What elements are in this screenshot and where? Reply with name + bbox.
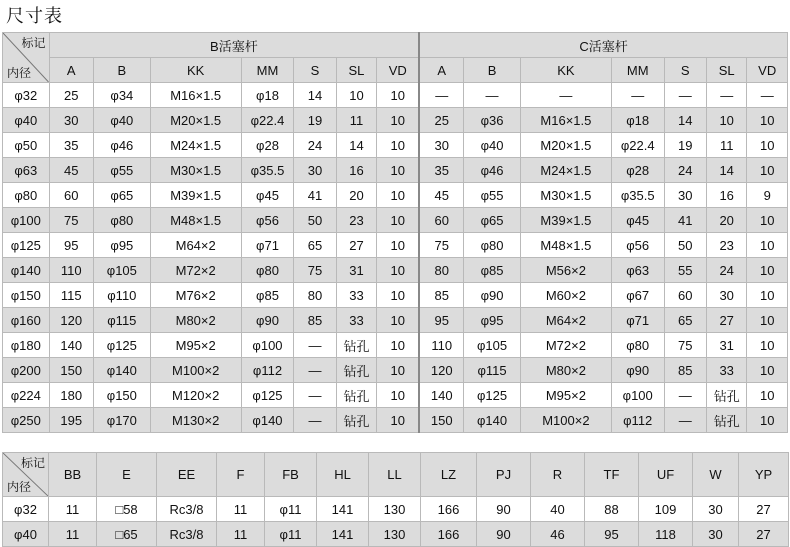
table-cell: 10 xyxy=(377,208,420,233)
table-cell: 11 xyxy=(217,522,265,547)
table-cell: — xyxy=(664,83,706,108)
table-cell: 30 xyxy=(706,283,746,308)
corner-label-mark: 标记 xyxy=(21,36,46,50)
column-header: F xyxy=(217,453,265,497)
table-cell: 120 xyxy=(49,308,94,333)
table-cell: 9 xyxy=(747,183,788,208)
table-cell: φ55 xyxy=(464,183,521,208)
table-row xyxy=(3,233,788,258)
table-cell: 110 xyxy=(419,333,464,358)
table-cell: 80 xyxy=(294,283,336,308)
table-cell: M24×1.5 xyxy=(520,158,611,183)
column-header: EE xyxy=(157,453,217,497)
table-cell: 19 xyxy=(294,108,336,133)
table-cell: 41 xyxy=(664,208,706,233)
table-cell: 10 xyxy=(377,333,420,358)
table-cell: M95×2 xyxy=(520,383,611,408)
column-header: HL xyxy=(317,453,369,497)
table-cell: 10 xyxy=(336,83,376,108)
row-header-bore: φ40 xyxy=(3,522,49,547)
column-header: MM xyxy=(241,58,294,83)
table-cell: 10 xyxy=(747,133,788,158)
column-header: S xyxy=(664,58,706,83)
table-cell: — xyxy=(294,408,336,433)
table-cell: φ140 xyxy=(94,358,151,383)
table-cell: 31 xyxy=(336,258,376,283)
table-cell: φ45 xyxy=(241,183,294,208)
table-cell: 10 xyxy=(747,108,788,133)
table-cell: 10 xyxy=(747,333,788,358)
table-cell: 19 xyxy=(664,133,706,158)
table-cell: φ125 xyxy=(94,333,151,358)
table-cell: 85 xyxy=(664,358,706,383)
table-cell: φ125 xyxy=(241,383,294,408)
table-cell: 10 xyxy=(377,183,420,208)
table-cell: 11 xyxy=(336,108,376,133)
table-cell: φ90 xyxy=(241,308,294,333)
row-header-bore: φ180 xyxy=(3,333,50,358)
table-cell: 10 xyxy=(377,258,420,283)
table-cell: 50 xyxy=(664,233,706,258)
table-cell: M80×2 xyxy=(520,358,611,383)
table-cell: 钻孔 xyxy=(706,383,746,408)
table-row xyxy=(3,83,788,108)
table-cell: 10 xyxy=(377,133,420,158)
table-cell: Rc3/8 xyxy=(157,522,217,547)
corner-label-mark: 标记 xyxy=(20,456,45,470)
table-cell: φ125 xyxy=(464,383,521,408)
table-cell: 45 xyxy=(419,183,464,208)
table-row xyxy=(3,183,788,208)
table-row xyxy=(3,283,788,308)
table-cell: 27 xyxy=(739,497,789,522)
table-cell: 55 xyxy=(664,258,706,283)
row-header-bore: φ63 xyxy=(3,158,50,183)
table-cell: φ95 xyxy=(464,308,521,333)
table-cell: M16×1.5 xyxy=(150,83,241,108)
table-cell: 16 xyxy=(706,183,746,208)
table-cell: φ46 xyxy=(94,133,151,158)
table-cell: 23 xyxy=(706,233,746,258)
table-cell: φ65 xyxy=(464,208,521,233)
table-row xyxy=(3,158,788,183)
table-cell: 27 xyxy=(336,233,376,258)
table-cell: M39×1.5 xyxy=(520,208,611,233)
table-cell: 95 xyxy=(49,233,94,258)
table-cell: φ90 xyxy=(464,283,521,308)
column-header: MM xyxy=(611,58,664,83)
table-cell: 10 xyxy=(377,283,420,308)
table-cell: 钻孔 xyxy=(336,358,376,383)
table-row xyxy=(3,497,789,522)
column-header: SL xyxy=(706,58,746,83)
table-cell: 27 xyxy=(739,522,789,547)
table-cell: Rc3/8 xyxy=(157,497,217,522)
table-cell: φ71 xyxy=(241,233,294,258)
column-header: VD xyxy=(747,58,788,83)
table-cell: M100×2 xyxy=(520,408,611,433)
table-cell: φ80 xyxy=(241,258,294,283)
table-cell: 95 xyxy=(585,522,639,547)
column-header: UF xyxy=(639,453,693,497)
table-cell: φ85 xyxy=(241,283,294,308)
table-cell: φ80 xyxy=(94,208,151,233)
table-cell: 钻孔 xyxy=(706,408,746,433)
table-cell: 60 xyxy=(419,208,464,233)
row-header-bore: φ250 xyxy=(3,408,50,433)
table-cell: 20 xyxy=(336,183,376,208)
table-cell: M48×1.5 xyxy=(150,208,241,233)
table-cell: 109 xyxy=(639,497,693,522)
table-cell: M20×1.5 xyxy=(520,133,611,158)
table-cell: 23 xyxy=(336,208,376,233)
table-cell: 14 xyxy=(664,108,706,133)
table-cell: — xyxy=(664,383,706,408)
table-cell: 27 xyxy=(706,308,746,333)
table-cell: 10 xyxy=(377,108,420,133)
row-header-bore: φ140 xyxy=(3,258,50,283)
row-header-bore: φ100 xyxy=(3,208,50,233)
table-cell: φ34 xyxy=(94,83,151,108)
table-cell: φ110 xyxy=(94,283,151,308)
table-cell: 140 xyxy=(49,333,94,358)
table-cell: 41 xyxy=(294,183,336,208)
table-cell: M64×2 xyxy=(520,308,611,333)
table-cell: M20×1.5 xyxy=(150,108,241,133)
table-cell: — xyxy=(520,83,611,108)
dimension-table-rods xyxy=(2,32,788,433)
table-cell: 钻孔 xyxy=(336,333,376,358)
row-header-bore: φ150 xyxy=(3,283,50,308)
table-cell: M80×2 xyxy=(150,308,241,333)
table-cell: 150 xyxy=(49,358,94,383)
table-cell: 10 xyxy=(747,208,788,233)
column-header: KK xyxy=(150,58,241,83)
table-cell: 钻孔 xyxy=(336,408,376,433)
table-row xyxy=(3,408,788,433)
column-header: YP xyxy=(739,453,789,497)
table-cell: — xyxy=(747,83,788,108)
table-cell: M76×2 xyxy=(150,283,241,308)
table-cell: φ105 xyxy=(464,333,521,358)
table-cell: φ11 xyxy=(265,522,317,547)
table-cell: 10 xyxy=(706,108,746,133)
column-header: SL xyxy=(336,58,376,83)
table-cell: 80 xyxy=(419,258,464,283)
table-cell: φ115 xyxy=(94,308,151,333)
table-cell: — xyxy=(294,383,336,408)
column-header: PJ xyxy=(477,453,531,497)
column-header: A xyxy=(419,58,464,83)
table-cell: □65 xyxy=(97,522,157,547)
column-header: B xyxy=(94,58,151,83)
table-cell: φ105 xyxy=(94,258,151,283)
table-cell: φ65 xyxy=(94,183,151,208)
table-cell: φ18 xyxy=(241,83,294,108)
row-header-bore: φ80 xyxy=(3,183,50,208)
table-row xyxy=(3,133,788,158)
table-cell: φ45 xyxy=(611,208,664,233)
table-cell: M56×2 xyxy=(520,258,611,283)
table-cell: 11 xyxy=(706,133,746,158)
table-cell: — xyxy=(706,83,746,108)
column-header: KK xyxy=(520,58,611,83)
table-cell: φ11 xyxy=(265,497,317,522)
table-cell: — xyxy=(294,333,336,358)
table-cell: 120 xyxy=(419,358,464,383)
page-title: 尺寸表 xyxy=(6,6,63,26)
table-cell: 30 xyxy=(664,183,706,208)
table-cell: φ67 xyxy=(611,283,664,308)
table-cell: M48×1.5 xyxy=(520,233,611,258)
table-cell: 10 xyxy=(747,233,788,258)
table-row xyxy=(3,522,789,547)
table-cell: φ56 xyxy=(241,208,294,233)
table-cell: 65 xyxy=(294,233,336,258)
table-cell: φ22.4 xyxy=(241,108,294,133)
table-cell: φ28 xyxy=(241,133,294,158)
table-cell: 14 xyxy=(336,133,376,158)
table-cell: M16×1.5 xyxy=(520,108,611,133)
table-cell: 11 xyxy=(49,497,97,522)
table-row xyxy=(3,308,788,333)
table-cell: 46 xyxy=(531,522,585,547)
table-cell: 31 xyxy=(706,333,746,358)
table-cell: 33 xyxy=(336,308,376,333)
table-cell: 45 xyxy=(49,158,94,183)
table-cell: 25 xyxy=(49,83,94,108)
corner-header xyxy=(3,33,50,83)
table-cell: 166 xyxy=(421,497,477,522)
table-cell: 10 xyxy=(377,408,420,433)
table-cell: φ18 xyxy=(611,108,664,133)
table-cell: M30×1.5 xyxy=(520,183,611,208)
table-cell: φ71 xyxy=(611,308,664,333)
table-row xyxy=(3,258,788,283)
table-cell: φ35.5 xyxy=(241,158,294,183)
corner-label-bore: 内径 xyxy=(7,480,32,494)
row-header-bore: φ224 xyxy=(3,383,50,408)
table-cell: 65 xyxy=(664,308,706,333)
table-cell: 40 xyxy=(531,497,585,522)
column-header: FB xyxy=(265,453,317,497)
table-cell: 33 xyxy=(336,283,376,308)
table-cell: 166 xyxy=(421,522,477,547)
table-cell: — xyxy=(419,83,464,108)
row-header-bore: φ160 xyxy=(3,308,50,333)
column-header: LZ xyxy=(421,453,477,497)
table-row xyxy=(3,108,788,133)
column-header: R xyxy=(531,453,585,497)
table-cell: φ28 xyxy=(611,158,664,183)
table-cell: 钻孔 xyxy=(336,383,376,408)
column-header: LL xyxy=(369,453,421,497)
table-cell: φ140 xyxy=(241,408,294,433)
table-cell: — xyxy=(611,83,664,108)
table-cell: 35 xyxy=(49,133,94,158)
table-cell: 90 xyxy=(477,497,531,522)
table-cell: φ40 xyxy=(464,133,521,158)
table-cell: φ63 xyxy=(611,258,664,283)
row-header-bore: φ50 xyxy=(3,133,50,158)
table-cell: 75 xyxy=(664,333,706,358)
table-cell: 30 xyxy=(294,158,336,183)
table-cell: 130 xyxy=(369,522,421,547)
table-cell: M130×2 xyxy=(150,408,241,433)
table-cell: 30 xyxy=(419,133,464,158)
table-cell: φ100 xyxy=(611,383,664,408)
table-row xyxy=(3,358,788,383)
table-cell: 60 xyxy=(664,283,706,308)
table-cell: 10 xyxy=(747,358,788,383)
table-cell: 10 xyxy=(747,258,788,283)
table-cell: 10 xyxy=(377,83,420,108)
table-cell: 95 xyxy=(419,308,464,333)
table-cell: 180 xyxy=(49,383,94,408)
corner-label-bore: 内径 xyxy=(7,66,32,80)
table-cell: 24 xyxy=(664,158,706,183)
table-cell: φ56 xyxy=(611,233,664,258)
table-row xyxy=(3,383,788,408)
column-header: S xyxy=(294,58,336,83)
table-cell: 140 xyxy=(419,383,464,408)
table-cell: 118 xyxy=(639,522,693,547)
table-cell: 11 xyxy=(49,522,97,547)
row-header-bore: φ32 xyxy=(3,83,50,108)
table-cell: 10 xyxy=(377,383,420,408)
table-cell: 24 xyxy=(294,133,336,158)
table-cell: 35 xyxy=(419,158,464,183)
table-cell: 30 xyxy=(49,108,94,133)
table-cell: 60 xyxy=(49,183,94,208)
table-cell: 10 xyxy=(377,358,420,383)
table-cell: M72×2 xyxy=(150,258,241,283)
table-cell: — xyxy=(464,83,521,108)
table-cell: M24×1.5 xyxy=(150,133,241,158)
table-cell: 130 xyxy=(369,497,421,522)
column-header-row xyxy=(3,58,788,83)
table-cell: 195 xyxy=(49,408,94,433)
table-cell: φ40 xyxy=(94,108,151,133)
row-header-bore: φ125 xyxy=(3,233,50,258)
column-header: TF xyxy=(585,453,639,497)
table-cell: 85 xyxy=(294,308,336,333)
table-cell: 150 xyxy=(419,408,464,433)
table-cell: φ46 xyxy=(464,158,521,183)
table-cell: 10 xyxy=(747,383,788,408)
row-header-bore: φ32 xyxy=(3,497,49,522)
table-cell: φ112 xyxy=(241,358,294,383)
table-cell: φ22.4 xyxy=(611,133,664,158)
table-cell: 75 xyxy=(294,258,336,283)
table-cell: 10 xyxy=(747,308,788,333)
group-header-b-rod: B活塞杆 xyxy=(49,33,419,58)
table-cell: 110 xyxy=(49,258,94,283)
table-cell: 11 xyxy=(217,497,265,522)
table-cell: 14 xyxy=(294,83,336,108)
table-cell: φ100 xyxy=(241,333,294,358)
table-cell: φ80 xyxy=(464,233,521,258)
table-cell: 33 xyxy=(706,358,746,383)
table-cell: 75 xyxy=(419,233,464,258)
table-cell: 10 xyxy=(747,158,788,183)
table-cell: M39×1.5 xyxy=(150,183,241,208)
table-cell: 30 xyxy=(693,522,739,547)
table-cell: 85 xyxy=(419,283,464,308)
table-cell: 90 xyxy=(477,522,531,547)
table-cell: 10 xyxy=(377,233,420,258)
table-cell: M64×2 xyxy=(150,233,241,258)
dimension-table-mount xyxy=(2,452,789,547)
table-cell: 10 xyxy=(377,308,420,333)
table-cell: φ55 xyxy=(94,158,151,183)
row-header-bore: φ40 xyxy=(3,108,50,133)
table-cell: φ90 xyxy=(611,358,664,383)
table-cell: 10 xyxy=(747,283,788,308)
table-cell: 20 xyxy=(706,208,746,233)
column-header: BB xyxy=(49,453,97,497)
table-cell: M30×1.5 xyxy=(150,158,241,183)
column-header: B xyxy=(464,58,521,83)
table-cell: 10 xyxy=(747,408,788,433)
table-cell: M100×2 xyxy=(150,358,241,383)
table-cell: 50 xyxy=(294,208,336,233)
table-cell: 30 xyxy=(693,497,739,522)
table-cell: 115 xyxy=(49,283,94,308)
table-cell: φ85 xyxy=(464,258,521,283)
table-cell: φ140 xyxy=(464,408,521,433)
table-cell: M72×2 xyxy=(520,333,611,358)
table-cell: □58 xyxy=(97,497,157,522)
table-cell: 16 xyxy=(336,158,376,183)
table-cell: 25 xyxy=(419,108,464,133)
table-cell: φ150 xyxy=(94,383,151,408)
table-cell: 88 xyxy=(585,497,639,522)
corner-header xyxy=(3,453,49,497)
table-cell: φ170 xyxy=(94,408,151,433)
table-row xyxy=(3,208,788,233)
table-cell: φ80 xyxy=(611,333,664,358)
table-cell: M120×2 xyxy=(150,383,241,408)
table-cell: φ35.5 xyxy=(611,183,664,208)
group-header-c-rod: C活塞杆 xyxy=(419,33,787,58)
row-header-bore: φ200 xyxy=(3,358,50,383)
column-header: A xyxy=(49,58,94,83)
table-cell: 24 xyxy=(706,258,746,283)
table-cell: φ36 xyxy=(464,108,521,133)
table-cell: 141 xyxy=(317,497,369,522)
table-cell: φ112 xyxy=(611,408,664,433)
table-cell: M60×2 xyxy=(520,283,611,308)
table-row xyxy=(3,333,788,358)
table-cell: φ95 xyxy=(94,233,151,258)
table-cell: 10 xyxy=(377,158,420,183)
table-cell: M95×2 xyxy=(150,333,241,358)
table-cell: 75 xyxy=(49,208,94,233)
table-cell: φ115 xyxy=(464,358,521,383)
table-cell: 14 xyxy=(706,158,746,183)
table-cell: 141 xyxy=(317,522,369,547)
column-header: VD xyxy=(377,58,420,83)
column-header: E xyxy=(97,453,157,497)
column-header: W xyxy=(693,453,739,497)
table-cell: — xyxy=(664,408,706,433)
table-cell: — xyxy=(294,358,336,383)
